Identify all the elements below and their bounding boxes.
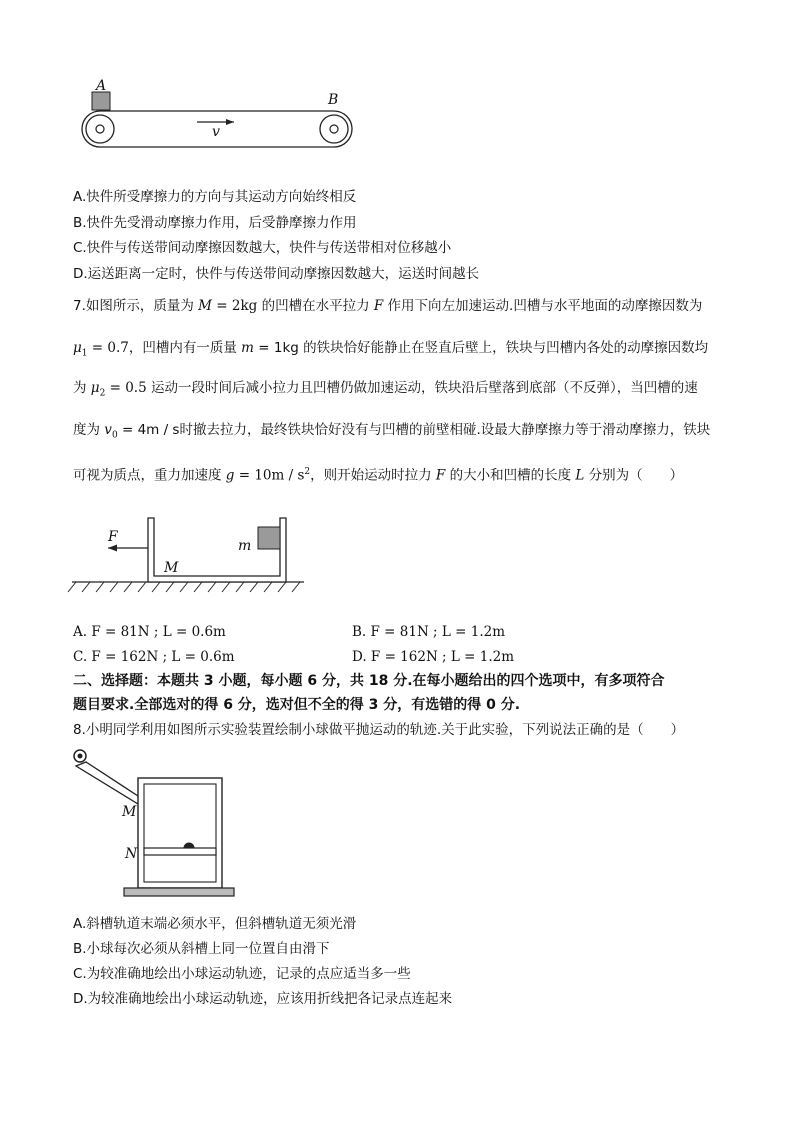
left-pulley bbox=[86, 115, 114, 143]
q7-option-d: D. F = 162N ; L = 1.2m bbox=[352, 649, 515, 665]
label-b: B bbox=[328, 92, 339, 108]
conveyor-belt-diagram bbox=[72, 78, 362, 155]
q7-option-c: C. F = 162N ; L = 0.6m bbox=[73, 649, 235, 665]
q6-option-c: C.快件与传送带间动摩擦因数越大，快件与传送带相对位移越小 bbox=[73, 240, 452, 256]
q6-option-b: B.快件先受滑动摩擦力作用，后受静摩擦力作用 bbox=[73, 215, 357, 231]
section2-heading-line2: 题目要求.全部选对的得 6 分，选对但不全的得 3 分，有选错的得 0 分. bbox=[73, 697, 521, 713]
parcel-block bbox=[92, 92, 110, 110]
q6-option-d: D.运送距离一定时，快件与传送带间动摩擦因数越大，运送时间越长 bbox=[73, 266, 480, 282]
q7-stem-line3: 为 $\mu_2 = 0.5$ 运动一段时间后减小拉力且凹槽仍做加速运动，铁块沿后壁落到底部（不反弹），当凹槽的速 bbox=[73, 380, 698, 399]
label-m-big: M bbox=[164, 560, 179, 576]
ground-hatching bbox=[68, 582, 300, 592]
label-f: F bbox=[108, 529, 118, 545]
q8-option-a: A.斜槽轨道末端必须水平，但斜槽轨道无须光滑 bbox=[73, 916, 357, 932]
right-pulley bbox=[320, 115, 348, 143]
q8-option-c: C.为较准确地绘出小球运动轨迹，记录的点应适当多一些 bbox=[73, 966, 411, 982]
q7-stem-line2: $\mu_1 = 0.7$，凹槽内有一质量 m = 1kg 的铁块恰好能静止在竖直后壁上，铁块与凹槽内各处的动摩擦因数均 bbox=[73, 340, 709, 359]
catcher-plate bbox=[144, 848, 216, 855]
q7-stem-line5: 可视为质点，重力加速度 $g = 10m / s^2$，则开始运动时拉力 F 的大小和凹槽的长度 L 分别为（ ） bbox=[73, 467, 684, 484]
q8-option-b: B.小球每次必须从斜槽上同一位置自由滑下 bbox=[73, 941, 330, 957]
label-m: M bbox=[122, 804, 137, 820]
q6-option-a: A.快件所受摩擦力的方向与其运动方向始终相反 bbox=[73, 189, 357, 205]
q7-option-b: B. F = 81N ; L = 1.2m bbox=[352, 624, 506, 640]
label-a: A bbox=[96, 78, 107, 94]
projectile-apparatus-diagram bbox=[72, 748, 242, 903]
q7-stem-line1: 7.如图所示，质量为 M = 2kg 的凹槽在水平拉力 F 作用下向左加速运动.凹槽与水平地面的动摩擦因数为 bbox=[73, 298, 703, 314]
q7-option-a: A. F = 81N ; L = 0.6m bbox=[73, 624, 226, 640]
q8-stem: 8.小明同学利用如图所示实验装置绘制小球做平抛运动的轨迹.关于此实验，下列说法正确的是（ ） bbox=[73, 722, 685, 738]
groove-diagram bbox=[72, 516, 312, 601]
apparatus-base bbox=[124, 888, 234, 896]
label-n: N bbox=[125, 846, 138, 862]
q7-stem-line4: 度为 $v_0 = 4m / s$时撤去拉力，最终铁块恰好没有与凹槽的前壁相碰.设最大静摩擦力等于滑动摩擦力，铁块 bbox=[73, 422, 711, 441]
q8-option-d: D.为较准确地绘出小球运动轨迹，应该用折线把各记录点连起来 bbox=[73, 991, 453, 1007]
section2-heading-line1: 二、选择题：本题共 3 小题，每小题 6 分，共 18 分.在每小题给出的四个选项中，有多项符合 bbox=[73, 673, 665, 689]
label-m-small: m bbox=[238, 538, 252, 554]
label-v: v bbox=[212, 124, 220, 140]
board-frame bbox=[138, 778, 222, 888]
iron-block bbox=[258, 527, 280, 549]
